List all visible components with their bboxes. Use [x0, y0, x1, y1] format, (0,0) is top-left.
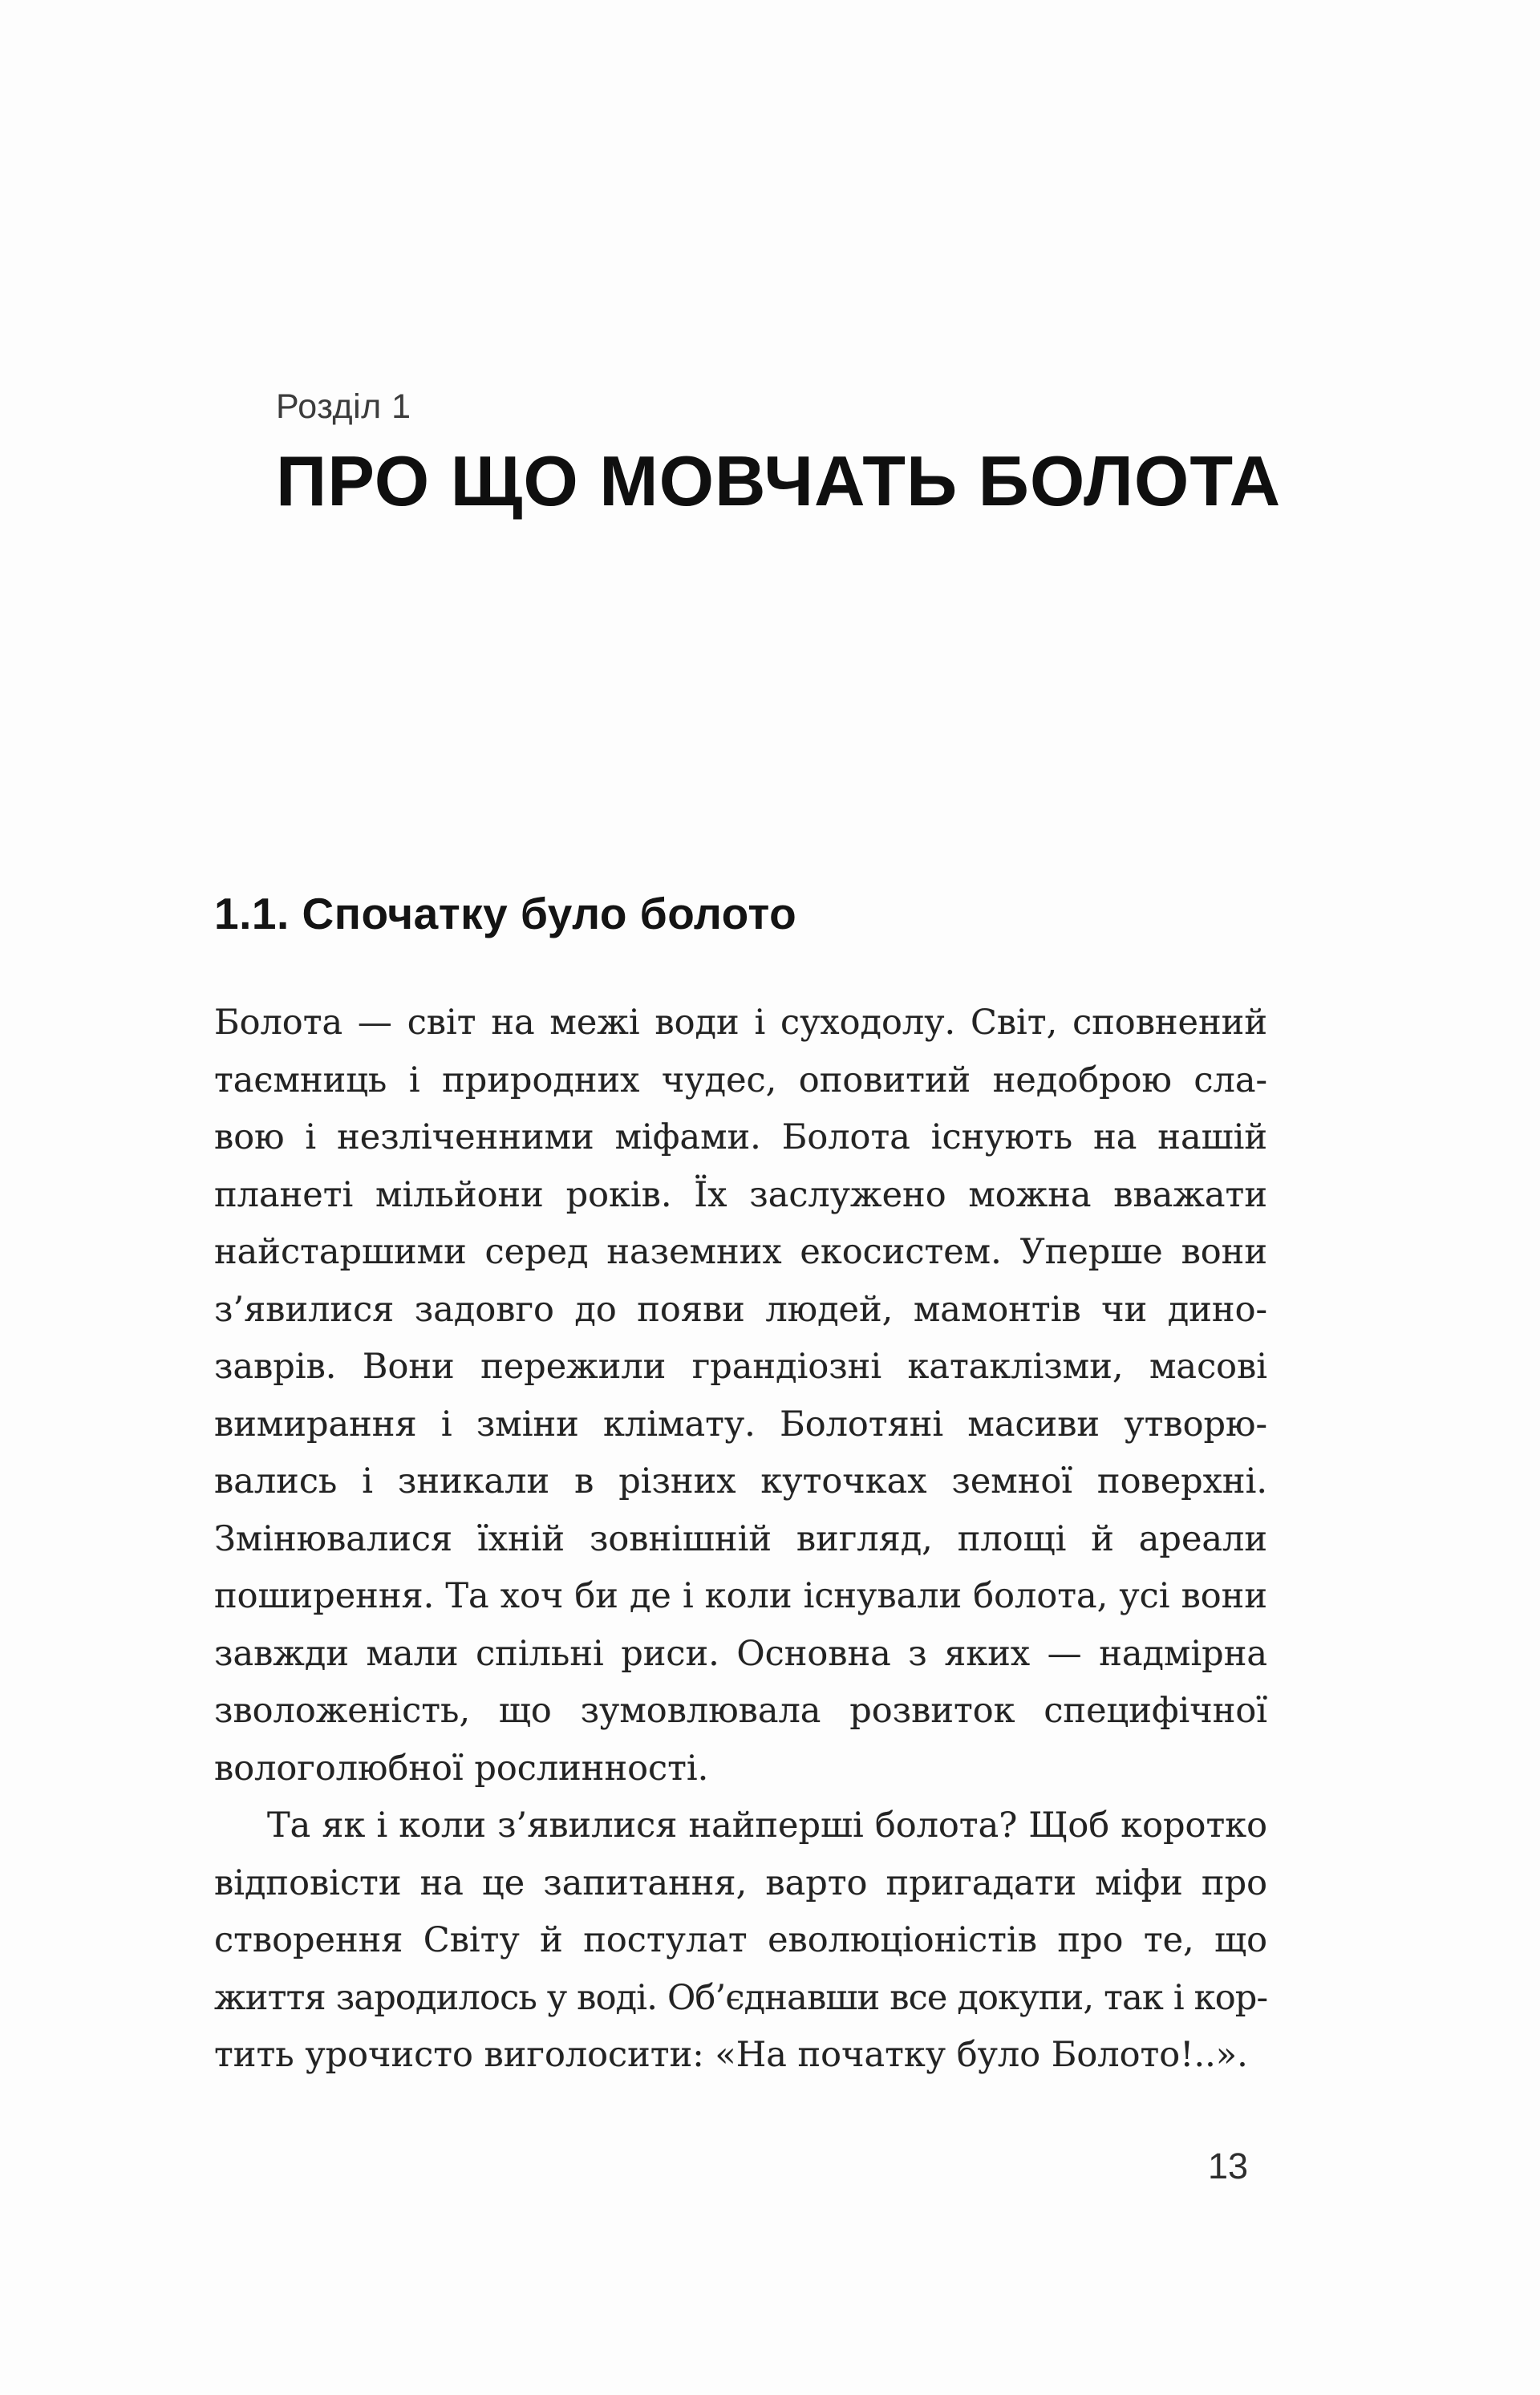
body-line: планеті мільйони років. Їх заслужено можна вважати: [214, 1174, 1267, 1215]
body-line: створення Світу й постулат еволюціоністів про те, що: [214, 1920, 1267, 1960]
body-line: з’явилися задовго до появи людей, мамонтів чи дино-: [214, 1289, 1267, 1330]
body-line: відповісти на це запитання, варто пригадати міфи про: [214, 1862, 1267, 1903]
chapter-title: ПРО ЩО МОВЧАТЬ БОЛОТА: [276, 441, 1282, 521]
body-line: життя зародилось у воді. Об’єднавши все докупи, так і кор-: [214, 1977, 1268, 2018]
body-line: зволоженість, що зумовлювала розвиток специфічної: [214, 1691, 1267, 1731]
body-line: тить урочисто виголосити: «На початку було Болото!..».: [214, 2035, 1248, 2075]
body-text: [214, 995, 1267, 2085]
body-line: Болота — світ на межі води і суходолу. Світ, сповнений: [214, 1003, 1267, 1043]
body-line: Та як і коли з’явилися найперші болота? Щоб коротко: [267, 1805, 1267, 1846]
body-line: вою і незліченними міфами. Болота існують на нашій: [214, 1117, 1267, 1157]
page-number: 13: [1208, 2146, 1249, 2186]
body-line: таємниць і природних чудес, оповитий недоброю сла-: [214, 1060, 1267, 1100]
body-line: вались і зникали в різних куточках земної поверхні.: [214, 1461, 1267, 1501]
body-line: найстаршими серед наземних екосистем. Уперше вони: [214, 1232, 1267, 1272]
body-line: завжди мали спільні риси. Основна з яких — надмірна: [214, 1633, 1267, 1674]
body-line: заврів. Вони пережили грандіозні катаклізми, масові: [214, 1347, 1267, 1387]
chapter-label: Розділ 1: [276, 387, 411, 426]
section-heading: 1.1. Спочатку було болото: [214, 889, 797, 938]
body-line: поширення. Та хоч би де і коли існували болота, усі вони: [214, 1576, 1267, 1616]
body-line: вологолюбної рослинності.: [214, 1748, 709, 1789]
body-line: вимирання і зміни клімату. Болотяні масиви утворю-: [214, 1404, 1267, 1445]
body-line: Змінювалися їхній зовнішній вигляд, площі й ареали: [214, 1518, 1267, 1559]
